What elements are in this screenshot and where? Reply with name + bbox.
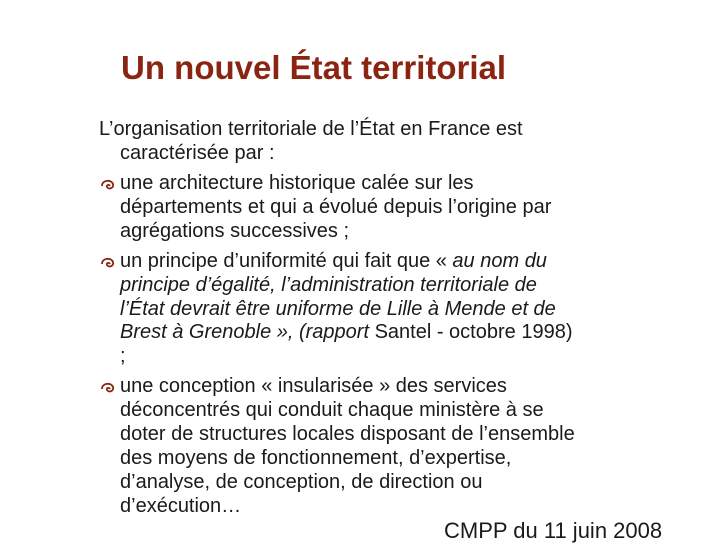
bullet-line: des moyens de fonctionnement, d’expertise, (120, 447, 512, 469)
bullet-line: principe d’égalité, l’administration territoriale de (120, 274, 537, 296)
bullet-line: d’analyse, de conception, de direction ou (120, 471, 483, 493)
bullet-line: départements et qui a évolué depuis l’origine par (120, 196, 552, 218)
bullet-line: l’État devrait être uniforme de Lille à Mende et de (120, 298, 556, 320)
bullet-line: d’exécution… (120, 495, 242, 517)
bullet-line: une conception « insularisée » des services (120, 375, 507, 397)
swirl-bullet-icon (99, 176, 117, 194)
slide-title: Un nouvel État territorial (121, 49, 507, 86)
slide-footer: CMPP du 11 juin 2008 (444, 518, 663, 543)
bullet-line: déconcentrés qui conduit chaque ministère à se (120, 399, 544, 421)
bullet-line: doter de structures locales disposant de l’ensemble (120, 423, 575, 445)
bullet-line: un principe d’uniformité qui fait que « au nom du (120, 250, 547, 272)
bullet-line: agrégations successives ; (120, 220, 350, 242)
bullet-line: une architecture historique calée sur les (120, 172, 474, 194)
bullet-line: ; (120, 345, 126, 367)
swirl-bullet-icon (99, 379, 117, 397)
intro-line: caractérisée par : (120, 142, 275, 164)
swirl-bullet-icon (99, 254, 117, 272)
intro-line: L’organisation territoriale de l’État en France est (99, 118, 523, 140)
bullet-line: Brest à Grenoble », (rapport Santel - octobre 1998) (120, 321, 573, 343)
